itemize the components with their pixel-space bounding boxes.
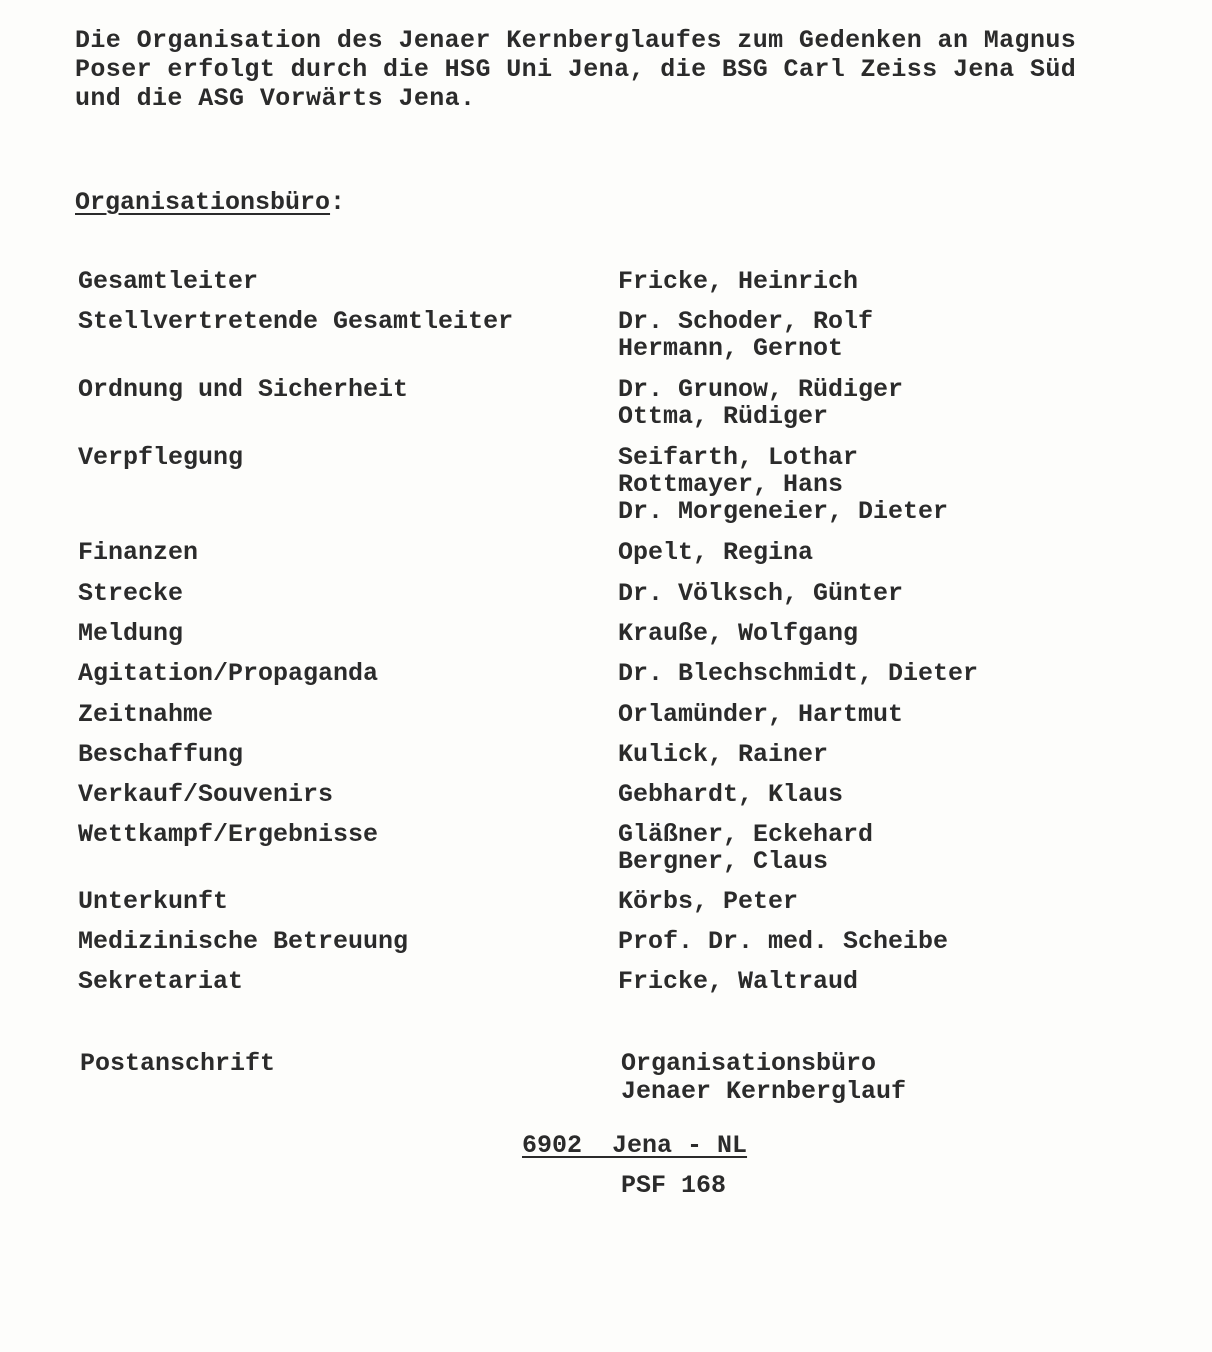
person-name: Orlamünder, Hartmut <box>618 700 904 729</box>
postal-address <box>621 1050 906 1106</box>
role-label: Verkauf/Souvenirs <box>78 780 334 809</box>
role-label: Strecke <box>78 579 184 608</box>
section-heading-colon: : <box>330 188 346 217</box>
role-label: Stellvertretende Gesamtleiter <box>78 307 514 336</box>
role-label: Meldung <box>78 619 184 648</box>
person-name: Opelt, Regina <box>618 538 814 567</box>
role-names <box>618 660 1178 687</box>
person-name: Krauße, Wolfgang <box>618 619 859 648</box>
role-names <box>618 268 1178 295</box>
role-names <box>618 928 1178 955</box>
role-label: Verpflegung <box>78 443 244 472</box>
person-name: Ottma, Rüdiger <box>618 402 829 431</box>
section-heading <box>75 188 345 218</box>
person-name: Prof. Dr. med. Scheibe <box>618 927 949 956</box>
person-name: Dr. Morgeneier, Dieter <box>618 497 949 526</box>
role-label: Sekretariat <box>78 967 244 996</box>
role-label: Agitation/Propaganda <box>78 659 379 688</box>
role-label: Beschaffung <box>78 740 244 769</box>
person-name: Dr. Blechschmidt, Dieter <box>618 659 979 688</box>
person-name: Fricke, Heinrich <box>618 267 859 296</box>
role-names <box>618 821 1178 875</box>
postal-label: Postanschrift <box>80 1049 276 1078</box>
role-names <box>618 701 1178 728</box>
role-label: Finanzen <box>78 538 199 567</box>
postal-box: PSF 168 <box>621 1171 727 1200</box>
role-label: Ordnung und Sicherheit <box>78 375 409 404</box>
postal-city: 6902 Jena - NL <box>522 1131 748 1160</box>
role-label: Unterkunft <box>78 887 229 916</box>
role-names <box>618 539 1178 566</box>
role-names <box>618 580 1178 607</box>
role-names <box>618 376 1178 430</box>
person-name: Rottmayer, Hans <box>618 470 844 499</box>
role-label: Medizinische Betreuung <box>78 927 409 956</box>
postal-line: Organisationsbüro <box>621 1049 877 1078</box>
person-name: Gläßner, Eckehard <box>618 820 874 849</box>
intro-paragraph: Die Organisation des Jenaer Kernberglaufes zum Gedenken an Magnus Poser erfolgt durch die HSG Uni Jena, die BSG Carl Zeiss Jena Süd und die ASG Vorwärts Jena. <box>75 26 1077 113</box>
person-name: Gebhardt, Klaus <box>618 780 844 809</box>
role-names <box>618 308 1178 362</box>
role-names <box>618 741 1178 768</box>
person-name: Hermann, Gernot <box>618 334 844 363</box>
role-label: Zeitnahme <box>78 700 214 729</box>
section-heading-text: Organisationsbüro <box>75 188 331 217</box>
role-names <box>618 444 1178 525</box>
person-name: Dr. Völksch, Günter <box>618 579 904 608</box>
role-names <box>618 781 1178 808</box>
person-name: Bergner, Claus <box>618 847 829 876</box>
person-name: Fricke, Waltraud <box>618 967 859 996</box>
person-name: Dr. Schoder, Rolf <box>618 307 874 336</box>
role-label: Gesamtleiter <box>78 267 259 296</box>
role-names <box>618 968 1178 995</box>
person-name: Dr. Grunow, Rüdiger <box>618 375 904 404</box>
role-names <box>618 620 1178 647</box>
role-names <box>618 888 1178 915</box>
person-name: Körbs, Peter <box>618 887 799 916</box>
person-name: Kulick, Rainer <box>618 740 829 769</box>
role-label: Wettkampf/Ergebnisse <box>78 820 379 849</box>
postal-line: Jenaer Kernberglauf <box>621 1077 907 1106</box>
person-name: Seifarth, Lothar <box>618 443 859 472</box>
